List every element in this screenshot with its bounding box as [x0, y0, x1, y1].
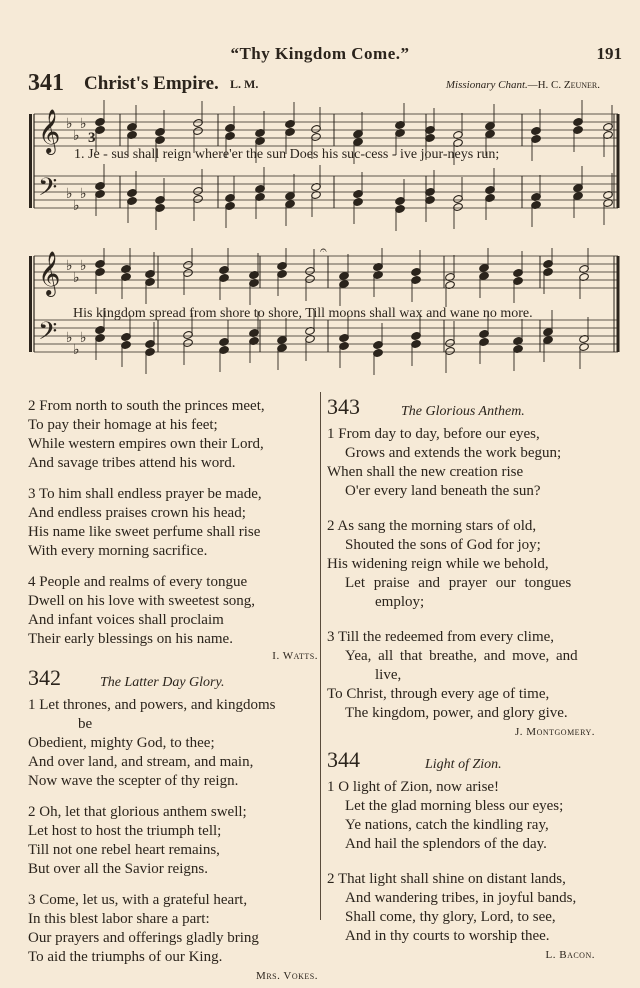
verse-line: Shouted the sons of God for joy; [345, 537, 541, 553]
verse-line: Their early blessings on his name. [28, 631, 233, 647]
system-brace [29, 114, 32, 208]
verse-line: 2 As sang the morning stars of old, [327, 518, 537, 534]
stanza [28, 397, 318, 473]
verse-line: When shall the new creation rise [327, 464, 524, 480]
stanza [28, 891, 318, 967]
hymn-343 [327, 394, 619, 742]
verse-line: 3 Till the redeemed from every clime, [327, 629, 555, 645]
stanza [327, 628, 619, 723]
verse-line: 4 People and realms of every tongue [28, 574, 248, 590]
hymn-meter: L. M. [230, 77, 259, 91]
hymn-author: I. Watts. [272, 650, 318, 662]
running-head: “Thy Kingdom Come.” [230, 44, 410, 63]
verse-line: O'er every land beneath the sun? [345, 483, 541, 499]
stanza [327, 425, 619, 501]
fermata: 𝄐 [320, 248, 327, 257]
hymn-author: L. Bacon. [545, 949, 595, 961]
verse-line: Dwell on his love with sweetest song, [28, 593, 256, 609]
stanza [28, 803, 318, 879]
tune-name: Missionary Chant.— [445, 79, 538, 91]
stanza [327, 517, 619, 612]
verse-line: And endless praises crown his head; [28, 505, 246, 521]
verse-line: Grows and extends the work begun; [345, 445, 562, 461]
hymn-title: The Glorious Anthem. [401, 404, 525, 419]
verse-line: Yea, all that breathe, and move, and [345, 648, 578, 664]
flat-sign: ♭ [80, 117, 87, 132]
verse-line: In this blest labor share a part: [28, 911, 210, 927]
verse-line: And hail the splendors of the day. [345, 836, 547, 852]
flat-sign: ♭ [66, 117, 73, 132]
verse-line: 3 Come, let us, with a grateful heart, [28, 892, 248, 908]
music-system-1 [28, 100, 620, 240]
flat-sign: ♭ [66, 331, 73, 346]
verse-line: Obedient, mighty God, to thee; [28, 735, 215, 751]
right-column [327, 394, 619, 967]
verse-line: be [78, 716, 93, 732]
hymn-title: The Latter Day Glory. [100, 675, 225, 690]
verse-line: The kingdom, power, and glory give. [345, 705, 568, 721]
flat-sign: ♭ [73, 271, 80, 286]
verse-line: 2 Oh, let that glorious anthem swell; [28, 804, 247, 820]
flat-sign: ♭ [66, 187, 73, 202]
stanza [28, 485, 318, 561]
flat-sign: ♭ [73, 129, 80, 144]
verse-line: Let praise and prayer our tongues [345, 575, 572, 591]
verse-line: Let the glad morning bless our eyes; [345, 798, 564, 814]
verse-line: Ye nations, catch the kindling ray, [345, 817, 549, 833]
flat-sign: ♭ [80, 187, 87, 202]
verse-line: To pay their homage at his feet; [28, 417, 218, 433]
flat-sign: ♭ [73, 199, 80, 214]
stanza [327, 870, 619, 946]
hymn-342 [28, 665, 318, 986]
flat-sign: ♭ [80, 331, 87, 346]
verse-line: 2 From north to south the princes meet, [28, 398, 265, 414]
verse-line: While western empires own their Lord, [28, 436, 264, 452]
verse-line: 1 Let thrones, and powers, and kingdoms [28, 697, 276, 713]
flat-sign: ♭ [73, 343, 80, 358]
treble-clef: 𝄞 [38, 109, 61, 153]
verse-line: Till not one rebel heart remains, [28, 842, 220, 858]
verse-line: To Christ, through every age of time, [327, 686, 550, 702]
hymn-number: 342 [28, 665, 61, 690]
hymn-344-header [327, 747, 619, 776]
hymn-341-stanzas [28, 397, 318, 666]
verse-line: And wandering tribes, in joyful bands, [345, 890, 577, 906]
hymn-341-header [28, 70, 608, 96]
hymn-342-header [28, 665, 318, 694]
bass-clef: 𝄢 [38, 317, 58, 352]
verse-line: To aid the triumphs of our King. [28, 949, 223, 965]
hymn-343-header [327, 394, 619, 423]
system-brace [29, 256, 32, 352]
verse-line: 2 That light shall shine on distant lands, [327, 871, 566, 887]
hymn-title: Christ's Empire. [84, 73, 219, 94]
verse-line: And over land, and stream, and main, [28, 754, 254, 770]
verse-line: 1 From day to day, before our eyes, [327, 426, 540, 442]
time-signature: 3 [88, 130, 96, 146]
hymn-author: J. Montgomery. [515, 726, 595, 738]
flat-sign: ♭ [66, 259, 73, 274]
treble-clef: 𝄞 [38, 251, 61, 295]
verse-line: His widening reign while we behold, [327, 556, 549, 572]
composer-name: H. C. Zeuner. [537, 79, 600, 91]
verse-line: employ; [375, 594, 425, 610]
hymn-author: Mrs. Vokes. [256, 970, 318, 982]
page-number: 191 [596, 44, 622, 63]
music-score-staves [28, 100, 620, 240]
stanza [28, 696, 318, 791]
hymn-number: 343 [327, 394, 360, 419]
tune-credit [446, 79, 600, 91]
left-column [28, 397, 318, 988]
stanza [28, 573, 318, 649]
hymn-number: 344 [327, 747, 360, 772]
verse-line: With every morning sacrifice. [28, 543, 208, 559]
verse-line: But over all the Savior reigns. [28, 861, 208, 877]
verse-line: Now wave the scepter of thy reign. [28, 773, 239, 789]
verse-line: Our prayers and offerings gladly bring [28, 930, 259, 946]
hymn-344 [327, 747, 619, 965]
verse-line: And infant voices shall proclaim [28, 612, 224, 628]
lyric-line-2: His kingdom spread from shore to shore, Till moons shall wax and wane no more. [73, 306, 533, 321]
verse-line: And in thy courts to worship thee. [345, 928, 550, 944]
column-divider [320, 392, 321, 920]
verse-line: live, [375, 667, 402, 683]
bass-clef: 𝄢 [38, 173, 58, 208]
stanza [327, 778, 619, 854]
verse-line: And savage tribes attend his word. [28, 455, 236, 471]
flat-sign: ♭ [80, 259, 87, 274]
lyric-line-1: 1. Je - sus shall reign where'er the sun Does his suc-cess - ive jour-neys run; [74, 147, 500, 162]
verse-line: 1 O light of Zion, now arise! [327, 779, 500, 795]
verse-line: 3 To him shall endless prayer be made, [28, 486, 262, 502]
hymn-number: 341 [28, 70, 64, 96]
verse-line: Shall come, thy glory, Lord, to see, [345, 909, 556, 925]
verse-line: His name like sweet perfume shall rise [28, 524, 261, 540]
verse-line: Let host to host the triumph tell; [28, 823, 222, 839]
hymn-title: Light of Zion. [425, 757, 502, 772]
